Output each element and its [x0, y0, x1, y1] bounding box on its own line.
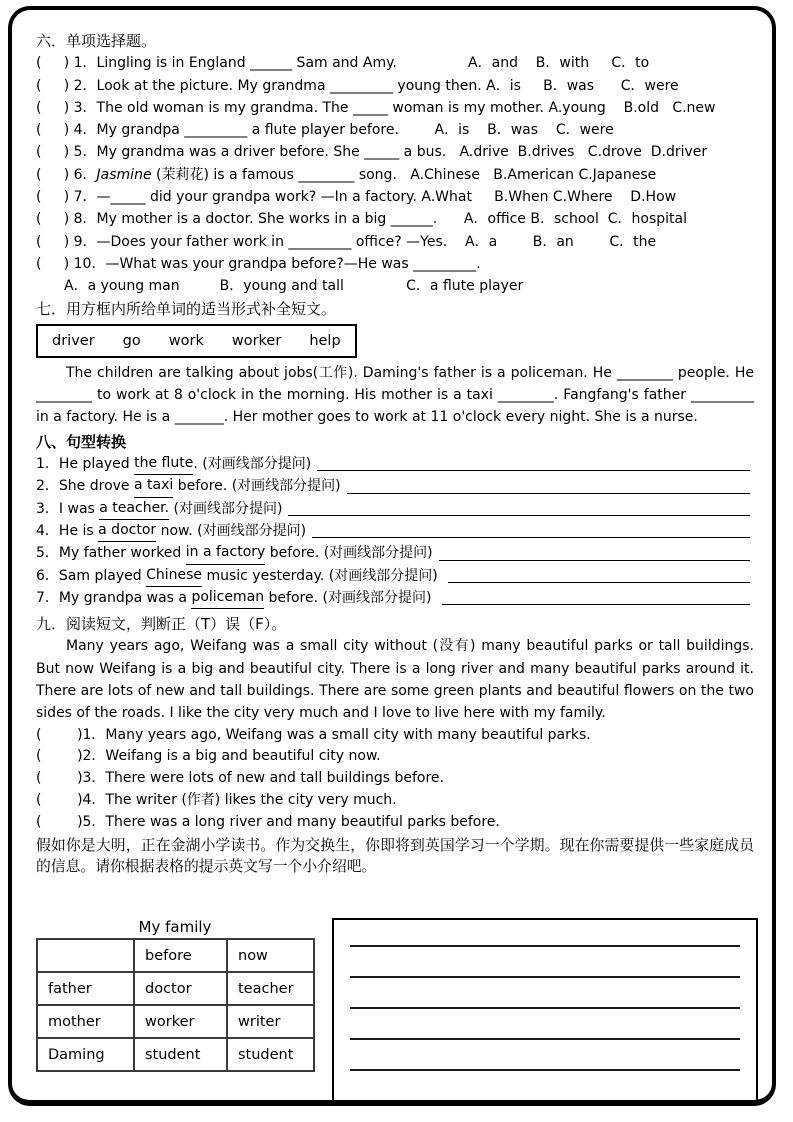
writing-line — [350, 920, 740, 947]
cloze-passage: The children are talking about jobs(工作). Daming's father is a policeman. He ________ people. He ________ to work at 8 o'clock in the morning. His mother is a taxi ________. Fangfang's father _________ in a factory. He is a _______. Her mother goes to work at 11 o'clock every night. She is a nurse. — [36, 364, 754, 426]
underlined-phrase: a doctor — [98, 519, 156, 542]
mcq-q6-pre: ( ) 6． — [36, 166, 97, 183]
transform-item-6 — [36, 565, 754, 587]
table-header-row — [37, 939, 314, 972]
true-false-statement-2: ( )2．Weifang is a big and beautiful city now. — [36, 748, 381, 765]
section-seven-title: 七．用方框内所给单词的适当形式补全短文。 — [36, 299, 337, 318]
underlined-phrase: a taxi — [134, 474, 173, 497]
true-false-statement-4: ( )4．The writer (作者) likes the city very much. — [36, 792, 397, 808]
item-number: 1． — [36, 456, 59, 473]
transform-item-1 — [36, 453, 754, 475]
section-six-title: 六．单项选择题。 — [36, 32, 157, 50]
table-cell — [37, 939, 134, 972]
section-eight-title: 八、句型转换 — [36, 432, 127, 451]
underlined-phrase: Chinese — [146, 564, 202, 587]
item-text: My father worked — [58, 545, 186, 562]
underlined-phrase: in a factory — [186, 541, 266, 564]
word-bank-item: driver — [52, 332, 95, 349]
item-text: before. (对画线部分提问) — [264, 589, 436, 606]
writing-line — [350, 1009, 740, 1040]
true-false-statement-1: ( )1．Many years ago, Weifang was a small city with many beautiful parks. — [36, 726, 591, 743]
worksheet-content — [12, 10, 772, 878]
table-cell: writer — [227, 1005, 314, 1038]
item-number: 7． — [36, 589, 59, 606]
table-cell: student — [134, 1038, 227, 1071]
transform-item-7 — [36, 587, 754, 609]
mcq-question-10: ( ) 10．—What was your grandpa before?—He was _________. — [36, 255, 481, 272]
word-bank-item: work — [168, 332, 204, 349]
table-cell: Daming — [37, 1038, 134, 1071]
underlined-phrase: policeman — [191, 586, 264, 609]
item-text: music yesterday. (对画线部分提问) — [202, 567, 443, 584]
writing-line — [350, 1040, 740, 1071]
true-false-statement-5: ( )5．There was a long river and many beautiful parks before. — [36, 813, 500, 830]
section-nine-title: 九．阅读短文，判断正（T）误（F）。 — [36, 615, 287, 634]
mcq-question-5: ( ) 5．My grandma was a driver before. She _____ a bus. A.drive B.drives C.drove D.driver — [36, 144, 708, 161]
item-text: (对画线部分提问) — [169, 500, 283, 517]
answer-blank-line — [448, 582, 750, 583]
writing-answer-box — [332, 918, 758, 1100]
answer-blank-line — [312, 537, 750, 538]
answer-blank-line — [288, 515, 750, 516]
item-number: 6． — [36, 567, 59, 584]
answer-blank-line — [442, 604, 750, 605]
item-text: My grandpa was a — [58, 589, 192, 606]
writing-line — [350, 978, 740, 1009]
transform-item-4 — [36, 520, 754, 542]
item-text: now. (对画线部分提问) — [156, 522, 307, 539]
item-number: 5． — [36, 545, 59, 562]
word-bank-box — [36, 324, 357, 358]
underlined-phrase: a teacher. — [99, 497, 169, 520]
true-false-statement-3: ( )3．There were lots of new and tall buildings before. — [36, 770, 444, 787]
writing-task-area — [36, 918, 758, 1100]
mcq-question-2: ( ) 2．Look at the picture. My grandma _________ young then. A．is B．was C．were — [36, 77, 679, 94]
mcq-question-6 — [36, 164, 754, 186]
mcq-question-8: ( ) 8．My mother is a doctor. She works in a big ______. A．office B．school C．hospital — [36, 211, 687, 228]
family-table-column — [36, 918, 332, 1100]
mcq-question-1: ( ) 1．Lingling is in England ______ Sam and Amy. A．and B．with C．to — [36, 55, 650, 72]
item-text: She drove — [58, 478, 134, 495]
transform-item-3 — [36, 498, 754, 520]
word-bank-item: go — [122, 332, 141, 349]
table-row — [37, 1005, 314, 1038]
table-cell: worker — [134, 1005, 227, 1038]
table-cell: doctor — [134, 972, 227, 1005]
writing-line — [350, 947, 740, 978]
item-text: He is — [58, 522, 99, 539]
item-text: I was — [58, 500, 100, 517]
answer-blank-line — [347, 493, 750, 494]
answer-blank-line — [439, 560, 750, 561]
mcq-question-7: ( ) 7．—_____ did your grandpa work? —In a factory. A.What B.When C.Where D.How — [36, 189, 677, 206]
item-text: . (对画线部分提问) — [193, 456, 312, 473]
mcq-q6-rest: (茉莉花) is a famous ________ song. A.Chinese B.American C.Japanese — [151, 166, 657, 183]
mcq-q6-italic-word: Jasmine — [96, 166, 152, 183]
table-cell: before — [134, 939, 227, 972]
table-cell: father — [37, 972, 134, 1005]
table-row — [37, 1038, 314, 1071]
item-text: He played — [58, 456, 135, 473]
reading-passage: Many years ago, Weifang was a small city without (没有) many beautiful parks or tall buildings. But now Weifang is a big and beautiful city. There is a long river and many beautiful parks around it. There are lots of new and tall buildings. There are some green plants and beautiful flowers on the two sides of the roads. I like the city very much and I love to live here with my family. — [36, 638, 754, 722]
mcq-question-9: ( ) 9．—Does your father work in _________ office? —Yes. A．a B．an C．the — [36, 233, 657, 250]
item-number: 2． — [36, 478, 59, 495]
word-bank-item: worker — [231, 332, 282, 349]
mcq-question-3: ( ) 3．The old woman is my grandma. The _____ woman is my mother. A.young B.old C.new — [36, 99, 716, 116]
writing-prompt: 假如你是大明，正在金湖小学读书。作为交换生，你即将到英国学习一个学期。现在你需要提供一些家庭成员的信息。请你根据表格的提示英文写一个小介绍吧。 — [36, 836, 754, 876]
table-cell: student — [227, 1038, 314, 1071]
underlined-phrase: the flute — [134, 452, 193, 475]
transform-item-5 — [36, 542, 754, 564]
mcq-question-4: ( ) 4．My grandpa _________ a flute player before. A．is B．was C．were — [36, 122, 614, 139]
item-text: before. (对画线部分提问) — [173, 478, 341, 495]
transform-item-2 — [36, 475, 754, 497]
item-text: Sam played — [58, 567, 147, 584]
mcq-q10-options: A．a young man B．young and tall C．a flute player — [64, 278, 524, 295]
writing-line — [350, 1071, 740, 1102]
item-number: 3． — [36, 500, 59, 517]
table-cell: now — [227, 939, 314, 972]
worksheet-page — [8, 6, 776, 1106]
answer-blank-line — [317, 470, 750, 471]
word-bank-item: help — [309, 332, 341, 349]
table-row — [37, 972, 314, 1005]
item-text: before. (对画线部分提问) — [265, 545, 433, 562]
table-cell: mother — [37, 1005, 134, 1038]
item-number: 4． — [36, 522, 59, 539]
family-table — [36, 938, 315, 1072]
table-cell: teacher — [227, 972, 314, 1005]
family-table-title: My family — [138, 918, 212, 936]
